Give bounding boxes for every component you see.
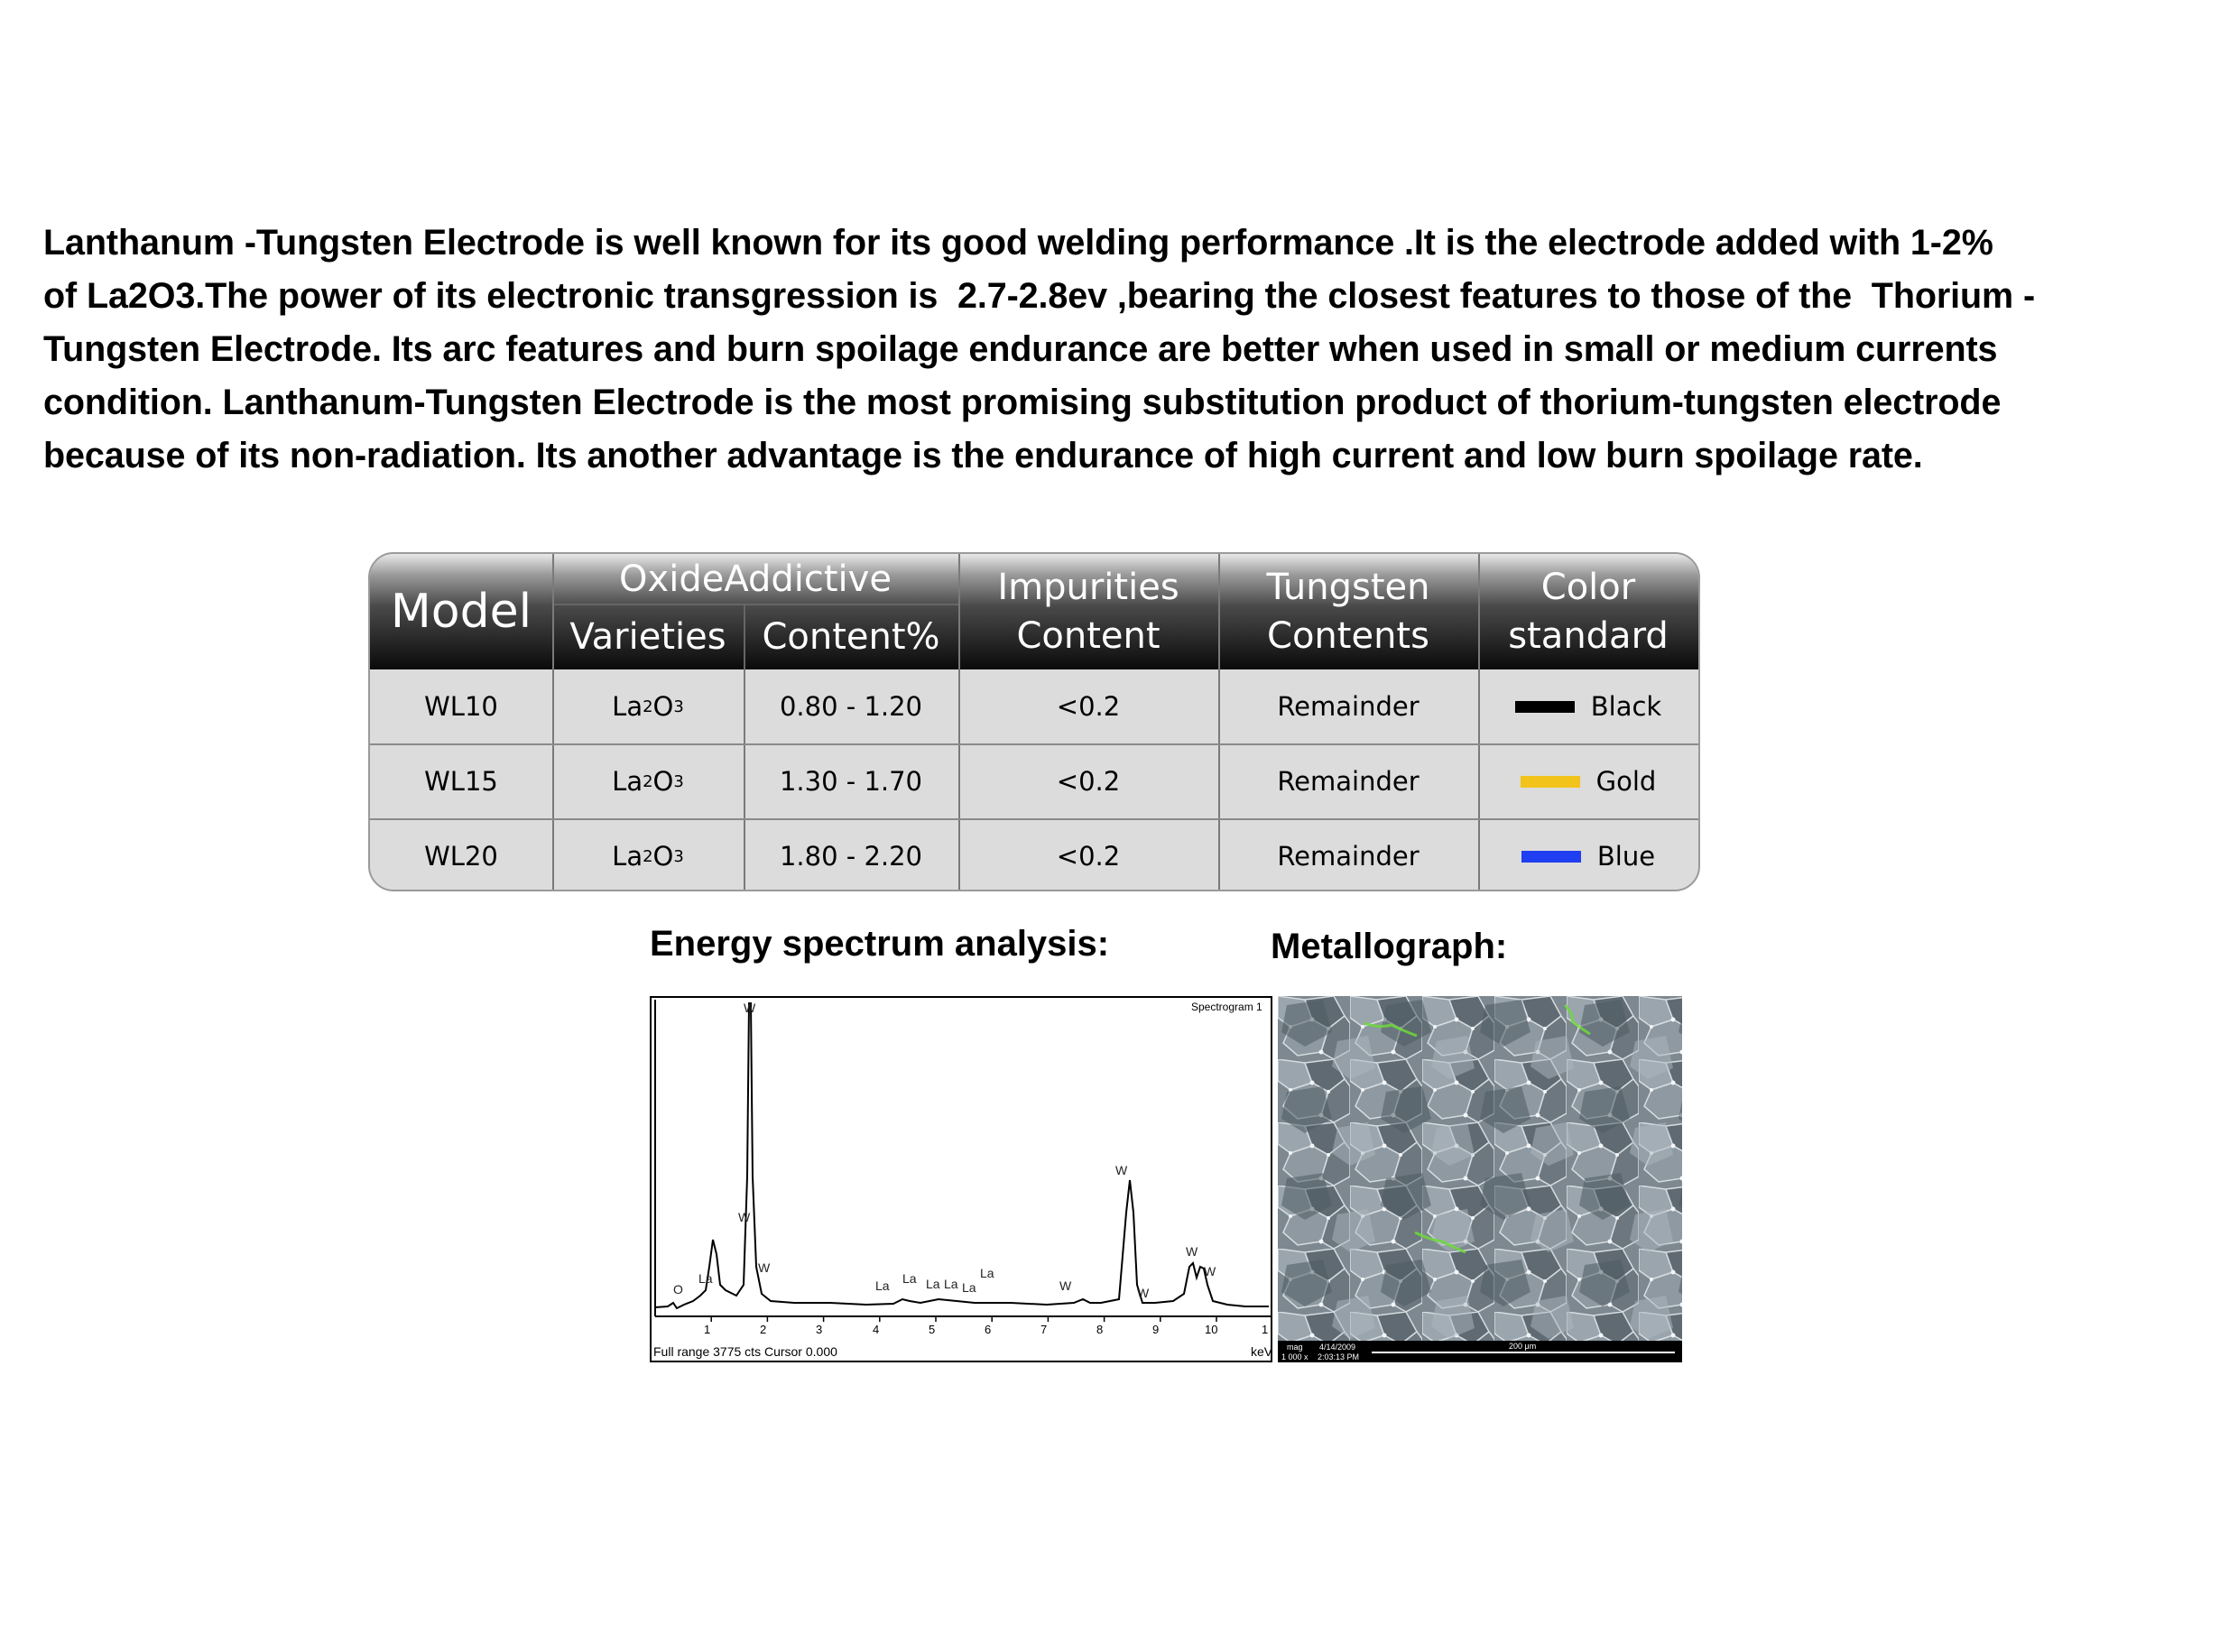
table-row bbox=[370, 744, 1698, 818]
header-color bbox=[1478, 554, 1698, 669]
header-varieties: Varieties bbox=[569, 616, 726, 658]
svg-text:1: 1 bbox=[704, 1323, 711, 1336]
table-row bbox=[370, 669, 1698, 743]
intro-line: because of its non-radiation. Its another advantage is the endurance of high current and low burn spoilage rate. bbox=[43, 436, 1923, 475]
header-color-line1: Color bbox=[1540, 567, 1636, 608]
cell-tungsten: Remainder bbox=[1277, 841, 1420, 872]
metallograph-caption: Metallograph: bbox=[1271, 927, 1508, 966]
header-tungsten-line1: Tungsten bbox=[1266, 567, 1430, 608]
info-mag: mag bbox=[1287, 1343, 1303, 1352]
cell-variety: La 2 O 3 bbox=[612, 691, 684, 722]
spectrum-frame bbox=[651, 997, 1272, 1361]
svg-text:6: 6 bbox=[985, 1323, 992, 1336]
cell-color bbox=[1478, 669, 1698, 743]
intro-paragraph bbox=[43, 217, 2209, 483]
header-tungsten-line2: Contents bbox=[1267, 615, 1429, 657]
svg-text:W: W bbox=[758, 1260, 771, 1275]
color-name: Blue bbox=[1596, 841, 1656, 872]
svg-text:9: 9 bbox=[1152, 1323, 1160, 1336]
cell-content: 1.30 - 1.70 bbox=[779, 766, 923, 797]
cell-impurities: <0.2 bbox=[1056, 691, 1121, 722]
svg-text:La: La bbox=[980, 1266, 994, 1280]
header-oxide-additive: OxideAddictive bbox=[619, 558, 892, 600]
color-swatch bbox=[1521, 851, 1581, 863]
intro-line: Tungsten Electrode. Its arc features and burn spoilage endurance are better when used in small or medium currents bbox=[43, 329, 1998, 369]
header-tungsten bbox=[1218, 554, 1478, 669]
svg-text:La: La bbox=[875, 1278, 890, 1293]
header-model: Model bbox=[390, 585, 532, 639]
info-scale: 200 μm bbox=[1509, 1342, 1537, 1351]
header-impurities-line2: Content bbox=[1016, 615, 1161, 657]
svg-text:La: La bbox=[902, 1271, 917, 1286]
svg-text:3: 3 bbox=[816, 1323, 823, 1336]
cell-tungsten: Remainder bbox=[1277, 766, 1420, 797]
spectrum-caption: Energy spectrum analysis: bbox=[650, 924, 1110, 964]
cell-color bbox=[1478, 744, 1698, 818]
table-row bbox=[370, 819, 1698, 891]
energy-spectrum-image bbox=[650, 996, 1272, 1362]
cell-content: 0.80 - 1.20 bbox=[779, 691, 923, 722]
spectrum-title: Spectrogram 1 bbox=[1191, 1001, 1262, 1013]
svg-text:2: 2 bbox=[760, 1323, 767, 1336]
info-zoom: 1 000 x bbox=[1281, 1352, 1309, 1361]
cell-variety: La 2 O 3 bbox=[612, 766, 684, 797]
svg-text:4: 4 bbox=[873, 1323, 880, 1336]
cell-impurities: <0.2 bbox=[1056, 841, 1121, 872]
svg-text:O: O bbox=[673, 1282, 683, 1297]
table-header bbox=[370, 554, 1698, 669]
header-color-line2: standard bbox=[1508, 615, 1669, 657]
specification-table bbox=[368, 552, 1700, 891]
svg-text:5: 5 bbox=[929, 1323, 936, 1336]
cell-content: 1.80 - 2.20 bbox=[779, 841, 923, 872]
cell-model: WL10 bbox=[424, 691, 498, 722]
metallograph-image bbox=[1278, 996, 1682, 1362]
svg-text:W: W bbox=[1115, 1163, 1128, 1177]
svg-text:W: W bbox=[744, 1001, 756, 1015]
svg-text:8: 8 bbox=[1096, 1323, 1104, 1336]
svg-text:La: La bbox=[926, 1277, 940, 1291]
cell-impurities: <0.2 bbox=[1056, 766, 1121, 797]
color-swatch bbox=[1515, 701, 1575, 713]
info-date: 4/14/2009 bbox=[1319, 1343, 1356, 1352]
spectrum-footer-right: keV bbox=[1251, 1344, 1272, 1359]
cell-model: WL20 bbox=[424, 841, 498, 872]
svg-text:1: 1 bbox=[1262, 1323, 1269, 1336]
svg-text:W: W bbox=[1204, 1264, 1216, 1278]
svg-text:W: W bbox=[738, 1210, 751, 1224]
color-name: Gold bbox=[1595, 766, 1657, 797]
header-content: Content% bbox=[762, 616, 940, 658]
svg-text:10: 10 bbox=[1205, 1323, 1218, 1336]
color-swatch bbox=[1521, 776, 1580, 788]
svg-text:W: W bbox=[1186, 1244, 1198, 1259]
intro-line: of La2O3.The power of its electronic transgression is 2.7-2.8ev ,bearing the closest features to those of the Thorium - bbox=[43, 276, 2035, 316]
svg-text:W: W bbox=[1059, 1278, 1072, 1293]
color-name: Black bbox=[1590, 691, 1662, 722]
cell-model: WL15 bbox=[424, 766, 498, 797]
svg-text:La: La bbox=[698, 1271, 713, 1286]
svg-text:La: La bbox=[962, 1280, 976, 1295]
svg-text:7: 7 bbox=[1040, 1323, 1048, 1336]
cell-variety: La 2 O 3 bbox=[612, 841, 684, 872]
cell-tungsten: Remainder bbox=[1277, 691, 1420, 722]
cell-color bbox=[1478, 819, 1698, 891]
svg-text:La: La bbox=[944, 1277, 958, 1291]
spectrum-footer-left: Full range 3775 cts Cursor 0.000 bbox=[653, 1344, 837, 1359]
svg-text:W: W bbox=[1137, 1286, 1150, 1300]
intro-line: Lanthanum -Tungsten Electrode is well known for its good welding performance .It is the electrode added with 1-2% bbox=[43, 223, 1993, 263]
header-impurities bbox=[958, 554, 1218, 669]
grain-overlay bbox=[1278, 996, 1682, 1341]
intro-line: condition. Lanthanum-Tungsten Electrode is the most promising substitution product of thorium-tungsten electrode bbox=[43, 383, 2002, 422]
header-impurities-line1: Impurities bbox=[997, 567, 1179, 608]
info-time: 2:03:13 PM bbox=[1318, 1352, 1360, 1361]
